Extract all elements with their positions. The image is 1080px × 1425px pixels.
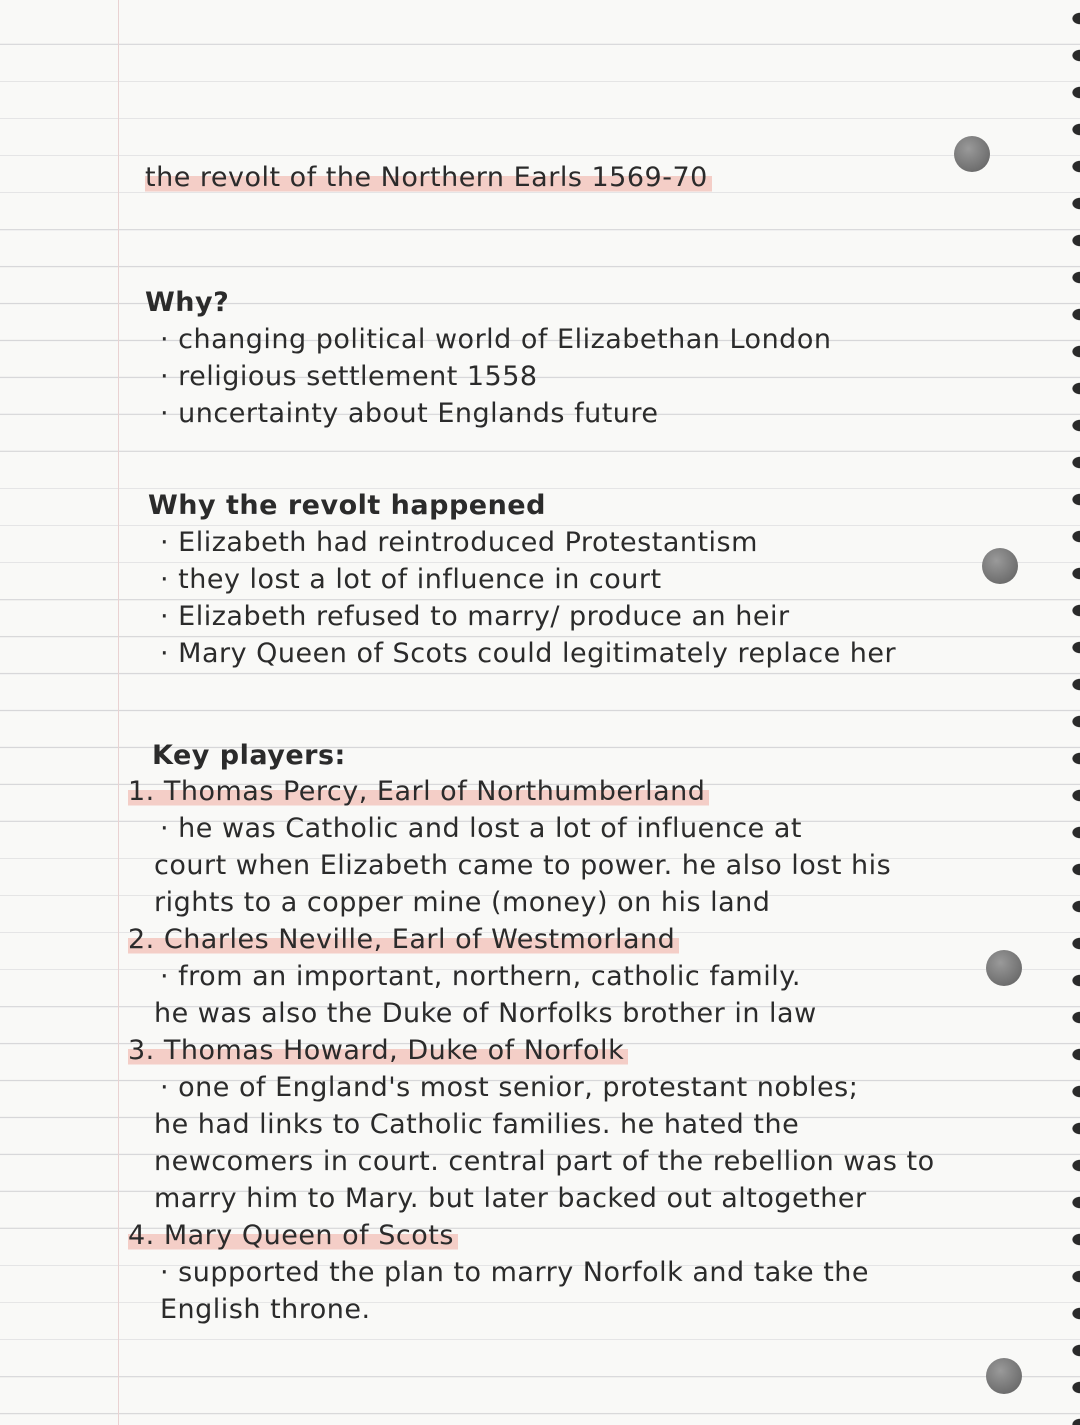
bullet-item: · Elizabeth had reintroduced Protestantism <box>160 527 758 558</box>
player-detail: court when Elizabeth came to power. he also lost his <box>154 850 892 881</box>
player-name <box>128 924 679 956</box>
player-detail: English throne. <box>160 1294 371 1325</box>
player-name-text: 2. Charles Neville, Earl of Westmorland <box>128 924 679 955</box>
player-detail: he had links to Catholic families. he hated the <box>154 1109 800 1140</box>
player-name-text: 4. Mary Queen of Scots <box>128 1220 458 1251</box>
player-name <box>128 1035 628 1067</box>
note-title <box>145 162 712 194</box>
player-detail: marry him to Mary. but later backed out altogether <box>154 1183 867 1214</box>
player-detail: · supported the plan to marry Norfolk and take the <box>160 1257 870 1288</box>
note-title-text: the revolt of the Northern Earls 1569-70 <box>145 162 712 193</box>
bullet-item: · religious settlement 1558 <box>160 361 538 392</box>
player-name-text: 3. Thomas Howard, Duke of Norfolk <box>128 1035 628 1066</box>
player-name <box>128 776 709 808</box>
bullet-item: · they lost a lot of influence in court <box>160 564 662 595</box>
punch-hole <box>986 1358 1022 1394</box>
player-detail: he was also the Duke of Norfolks brother in law <box>154 998 817 1029</box>
player-name-text: 1. Thomas Percy, Earl of Northumberland <box>128 776 709 807</box>
spiral-binding <box>1058 0 1080 1425</box>
section-heading-why-happened: Why the revolt happened <box>148 490 546 521</box>
section-heading-why: Why? <box>145 287 230 318</box>
punch-hole <box>982 548 1018 584</box>
bullet-item: · uncertainty about Englands future <box>160 398 659 429</box>
player-detail: rights to a copper mine (money) on his land <box>154 887 771 918</box>
bullet-item: · Mary Queen of Scots could legitimately replace her <box>160 638 897 669</box>
bullet-item: · Elizabeth refused to marry/ produce an heir <box>160 601 790 632</box>
margin-line <box>118 0 119 1425</box>
player-detail: · from an important, northern, catholic family. <box>160 961 801 992</box>
section-heading-key-players: Key players: <box>152 740 346 771</box>
player-name <box>128 1220 458 1252</box>
punch-hole <box>986 950 1022 986</box>
player-detail: newcomers in court. central part of the rebellion was to <box>154 1146 935 1177</box>
player-detail: · he was Catholic and lost a lot of influence at <box>160 813 802 844</box>
punch-hole <box>954 136 990 172</box>
player-detail: · one of England's most senior, protestant nobles; <box>160 1072 859 1103</box>
bullet-item: · changing political world of Elizabethan London <box>160 324 832 355</box>
